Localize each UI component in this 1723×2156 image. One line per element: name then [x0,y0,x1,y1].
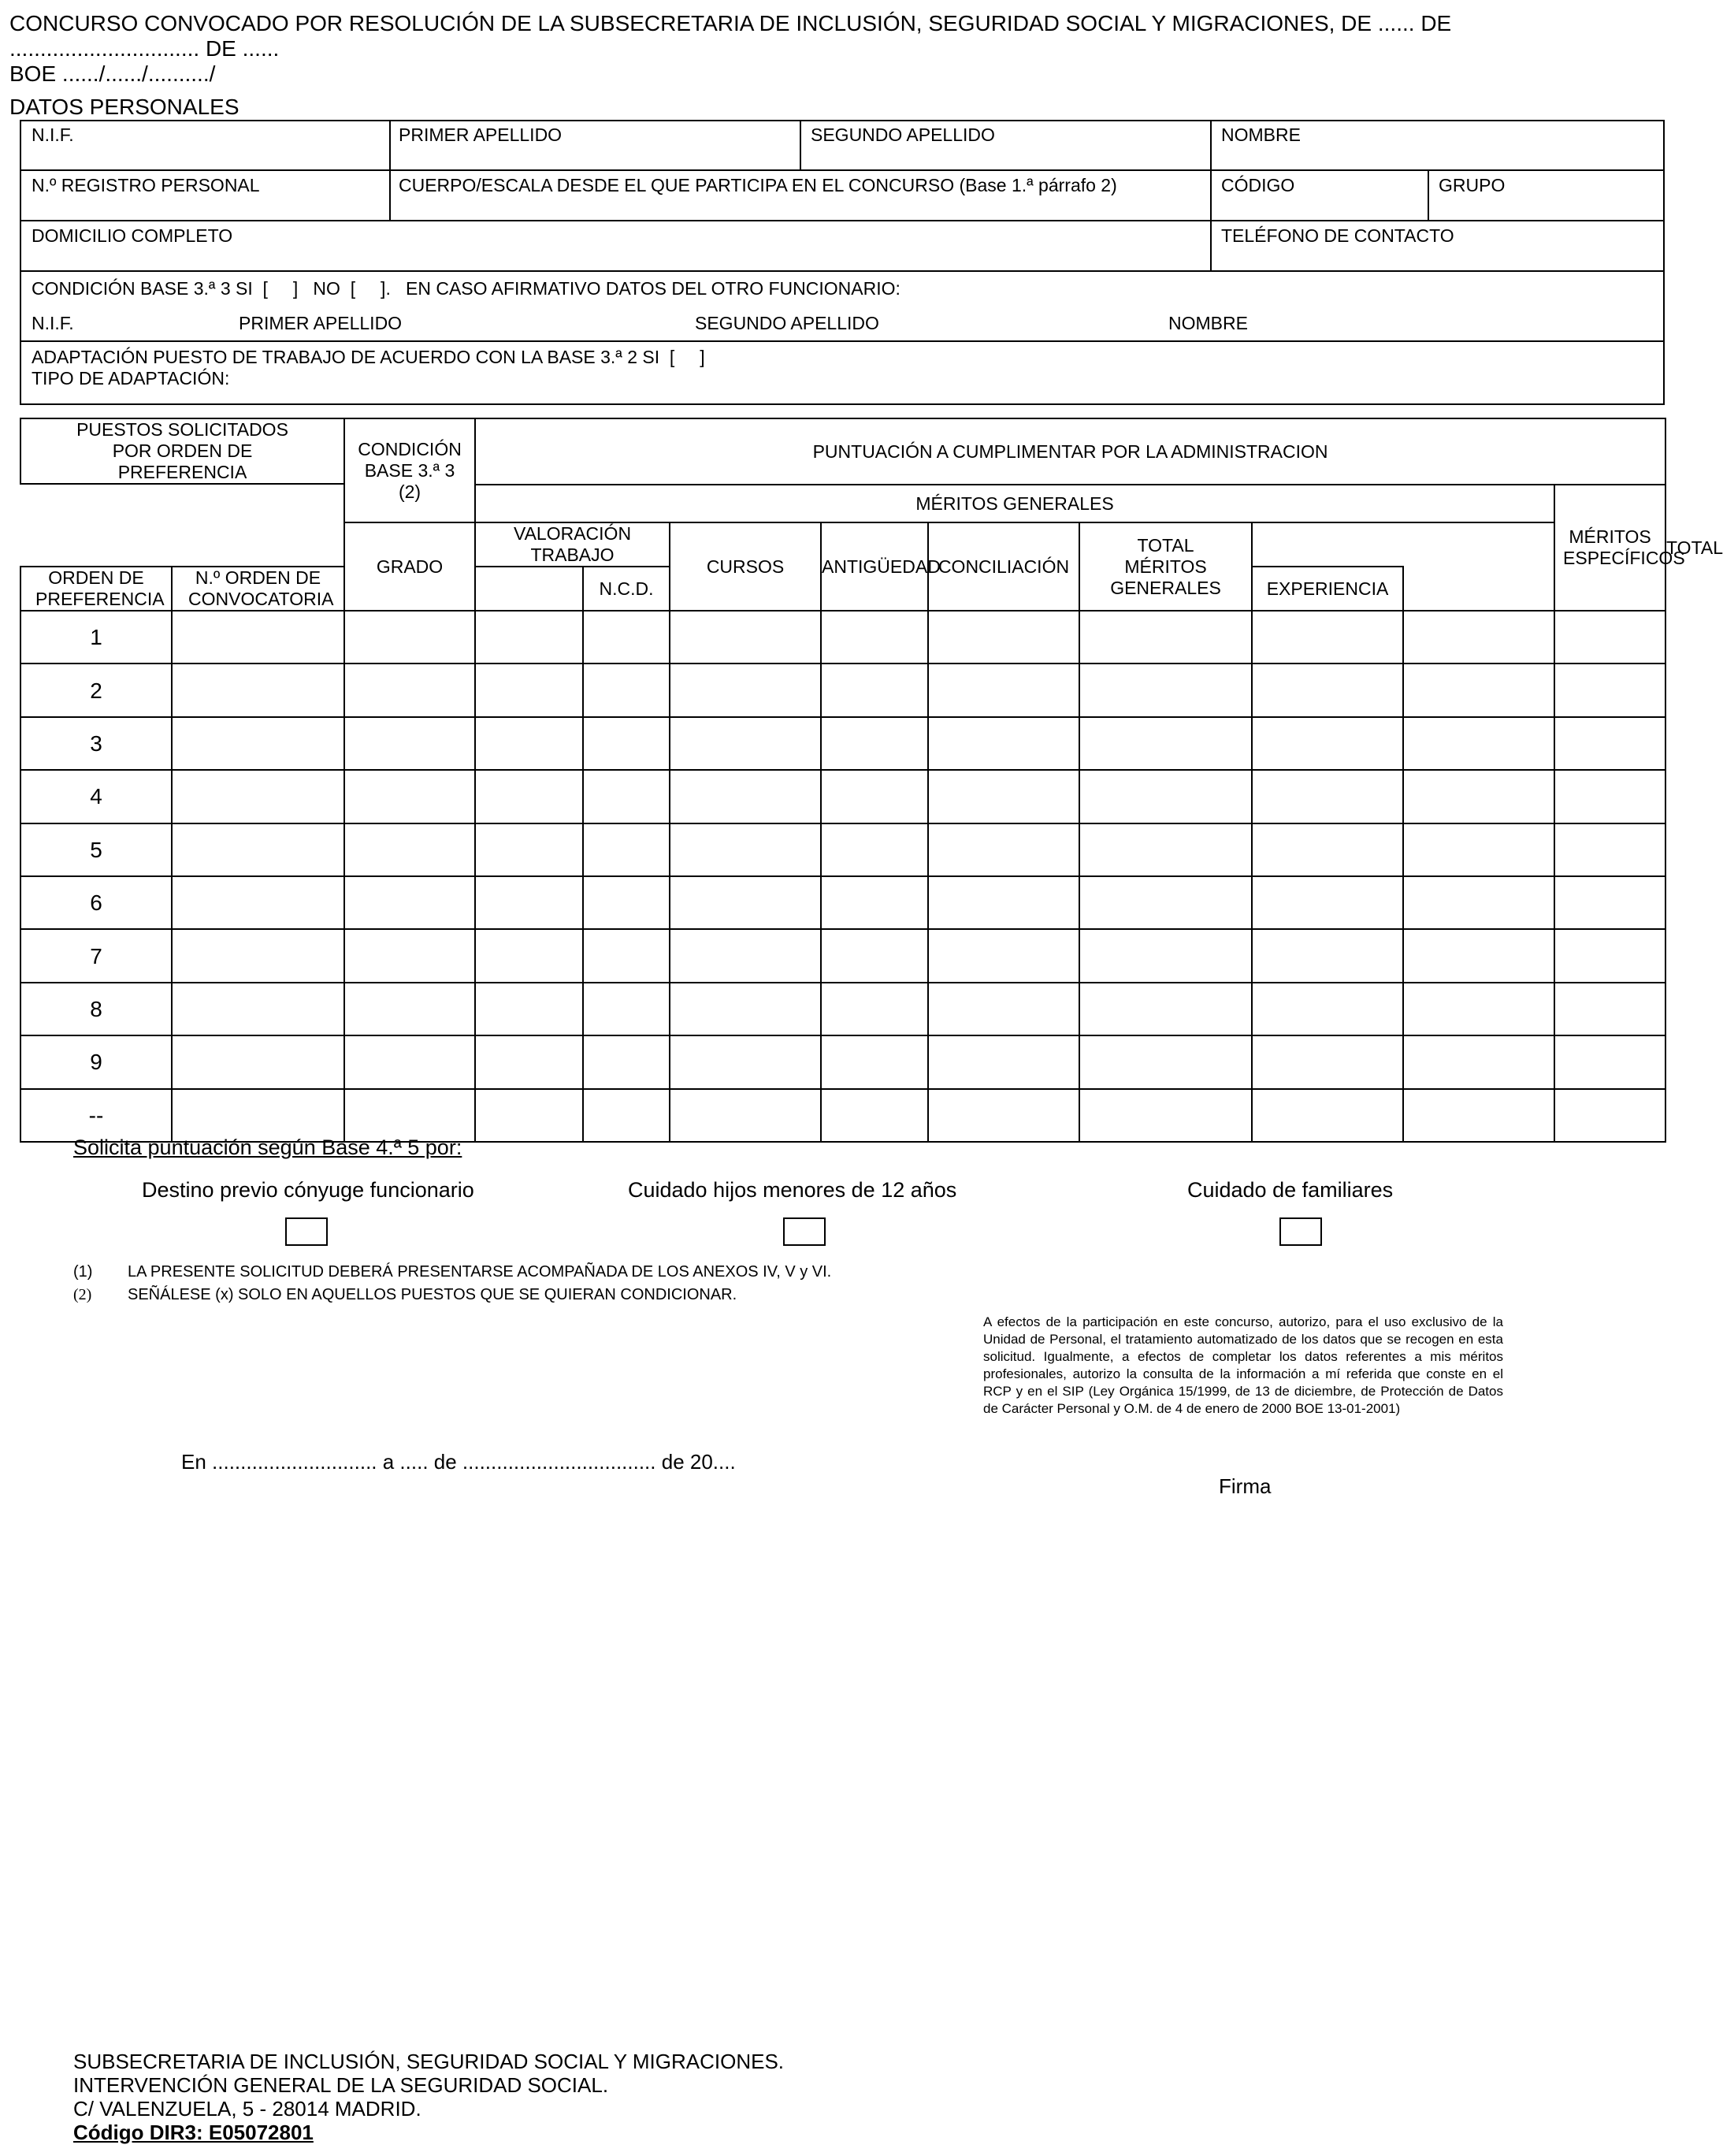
table-cell[interactable] [1079,664,1252,716]
tipo-adaptacion-field[interactable]: TIPO DE ADAPTACIÓN: [32,368,230,388]
table-cell[interactable] [172,823,344,876]
table-cell[interactable] [1079,611,1252,664]
table-cell[interactable] [821,770,928,823]
header-line-1: CONCURSO CONVOCADO POR RESOLUCIÓN DE LA SUBSECRETARIA DE INCLUSIÓN, SEGURIDAD SOCIAL Y MIGRACIONES, DE ...... DE ............................... DE ...... [9,11,1452,61]
table-cell[interactable] [172,876,344,929]
table-cell[interactable] [475,770,583,823]
table-cell[interactable] [583,876,670,929]
table-cell[interactable] [475,983,583,1035]
table-row [20,717,1665,770]
table-cell[interactable] [1554,929,1665,982]
table-cell[interactable] [1079,717,1252,770]
primer-apellido-field[interactable]: PRIMER APELLIDO [399,125,563,145]
table-cell[interactable] [172,770,344,823]
table-cell[interactable] [928,664,1079,716]
table-cell[interactable] [670,664,821,716]
header-title [9,11,1585,87]
especificos-header: MÉRITOS ESPECÍFICOS [1554,485,1665,611]
table-cell[interactable] [475,876,583,929]
table-cell[interactable] [583,770,670,823]
note-2-number: (2) [73,1286,92,1303]
puestos-table: PUESTOS SOLICITADOS POR ORDEN DE PREFERENCIA CONDICIÓN BASE 3.ª 3 (2) PUNTUACIÓN A CUMPLIMENTAR POR LA ADMINISTRACION MÉRITOS GENERALES MÉRITOS ESPECÍFICOS TOTAL GRADO VALORACIÓN TRABAJO CURSOS ANTIGÜEDAD CONCILIACIÓN TOTAL MÉRITOS GENERALES ORDEN DE PREFERENCIA N.º ORDEN DE CONVOCATORIA N.C.D. EXPERIENCIA 1 2 3 4 5 6 7 8 9 -- [20,418,1666,1143]
table-cell[interactable] [583,664,670,716]
table-cell[interactable] [821,823,928,876]
note-1: LA PRESENTE SOLICITUD DEBERÁ PRESENTARSE ACOMPAÑADA DE LOS ANEXOS IV, V y VI. [128,1263,832,1281]
table-row [20,664,1665,716]
table-cell[interactable] [475,664,583,716]
nif-field[interactable]: N.I.F. [32,125,74,145]
table-cell[interactable] [670,929,821,982]
table-cell[interactable] [928,611,1079,664]
table-cell[interactable] [475,1089,583,1142]
table-cell[interactable] [1079,823,1252,876]
table-cell[interactable] [1403,611,1554,664]
antiguedad-header: ANTIGÜEDAD [821,522,928,611]
total-meritos-header: TOTAL MÉRITOS GENERALES [1079,522,1252,611]
table-cell[interactable] [475,929,583,982]
table-cell[interactable] [1079,983,1252,1035]
table-cell[interactable] [1554,664,1665,716]
segundo-apellido-field[interactable]: SEGUNDO APELLIDO [811,125,995,145]
otro-nombre-field[interactable]: NOMBRE [1168,313,1248,333]
table-cell[interactable] [1554,1089,1665,1142]
table-cell[interactable] [821,929,928,982]
legal-text: A efectos de la participación en este concurso, autorizo, para el uso exclusivo de la Unidad de Personal, el tratamiento automatizado de los datos que se recogen en esta solicitud. Igualmente, a efectos de completar los datos referentes a mis méritos profesionales, autorizo la consulta de la información a mí referida que conste en el RCP y en el SIP (Ley Orgánica 15/1999, de 13 de diciembre, de Protección de Datos de Carácter Personal y O.M. de 4 de enero de 2000 BOE 13-01-2001) [983,1314,1503,1416]
table-cell[interactable] [1252,717,1403,770]
table-cell[interactable] [821,983,928,1035]
table-cell[interactable] [821,876,928,929]
opt-conyuge-checkbox[interactable] [285,1217,328,1246]
table-cell[interactable] [928,770,1079,823]
table-cell[interactable] [670,1089,821,1142]
table-cell[interactable] [1252,1035,1403,1088]
table-cell[interactable] [344,717,475,770]
solicita-title: Solicita puntuación según Base 4.ª 5 por: [73,1136,462,1159]
place-date[interactable]: En ............................. a ..... de .................................. de 20.... [181,1450,736,1474]
table-cell[interactable] [1252,983,1403,1035]
table-cell[interactable] [172,611,344,664]
table-cell[interactable] [583,1035,670,1088]
table-cell[interactable] [928,929,1079,982]
table-cell[interactable] [1554,823,1665,876]
note-1-number: (1) [73,1263,93,1281]
table-cell[interactable] [344,929,475,982]
valoracion-header: VALORACIÓN TRABAJO [475,522,670,567]
table-cell[interactable] [1403,664,1554,716]
row-number: 7 [20,929,172,982]
table-cell[interactable] [1554,717,1665,770]
table-cell[interactable] [1079,929,1252,982]
nombre-field[interactable]: NOMBRE [1221,125,1301,145]
ncd-header: N.C.D. [583,567,670,611]
row-number: 5 [20,823,172,876]
condicion-header: CONDICIÓN BASE 3.ª 3 (2) [344,418,475,522]
domicilio-field[interactable]: DOMICILIO COMPLETO [32,225,233,246]
registro-field[interactable]: N.º REGISTRO PERSONAL [32,175,260,195]
footer-line-2: INTERVENCIÓN GENERAL DE LA SEGURIDAD SOCIAL. [73,2073,609,2097]
table-cell[interactable] [344,1089,475,1142]
meritos-generales-header: MÉRITOS GENERALES [475,485,1554,522]
header-line-2: BOE ....../....../........../ [9,61,216,86]
table-cell[interactable] [475,823,583,876]
table-cell[interactable] [1079,1035,1252,1088]
table-cell[interactable] [1554,770,1665,823]
personal-data-title: DATOS PERSONALES [9,95,240,119]
n-orden-header: N.º ORDEN DE CONVOCATORIA [172,567,344,611]
table-cell[interactable] [344,983,475,1035]
table-cell[interactable] [670,717,821,770]
table-cell[interactable] [1252,876,1403,929]
table-cell[interactable] [1403,717,1554,770]
table-cell[interactable] [670,770,821,823]
table-cell[interactable] [670,1035,821,1088]
table-cell[interactable] [344,611,475,664]
table-cell[interactable] [821,664,928,716]
table-cell[interactable] [583,929,670,982]
table-cell[interactable] [475,611,583,664]
table-cell[interactable] [583,1089,670,1142]
table-cell[interactable] [583,717,670,770]
table-cell[interactable] [344,823,475,876]
conciliacion-header: CONCILIACIÓN [928,522,1079,611]
table-cell[interactable] [172,1089,344,1142]
table-row [20,876,1665,929]
note-2: SEÑÁLESE (x) SOLO EN AQUELLOS PUESTOS QUE SE QUIERAN CONDICIONAR. [128,1286,737,1303]
table-cell[interactable] [928,1089,1079,1142]
table-cell[interactable] [928,717,1079,770]
table-cell[interactable] [928,1035,1079,1088]
table-cell[interactable] [670,983,821,1035]
table-cell[interactable] [670,876,821,929]
table-cell[interactable] [1554,1035,1665,1088]
table-cell[interactable] [821,1035,928,1088]
table-cell[interactable] [1403,770,1554,823]
opt-hijos-label: Cuidado hijos menores de 12 años [628,1178,957,1202]
table-cell[interactable] [1079,770,1252,823]
grado-header: GRADO [344,522,475,611]
table-cell[interactable] [1252,1089,1403,1142]
table-row [20,983,1665,1035]
table-cell[interactable] [670,611,821,664]
table-cell[interactable] [821,1089,928,1142]
codigo-field[interactable]: CÓDIGO [1221,175,1295,195]
cursos-header: CURSOS [670,522,821,611]
row-number: 4 [20,770,172,823]
table-row [20,611,1665,664]
footer-line-3: C/ VALENZUELA, 5 - 28014 MADRID. [73,2097,421,2121]
grupo-field[interactable]: GRUPO [1439,175,1506,195]
table-cell[interactable] [1079,876,1252,929]
table-cell[interactable] [928,823,1079,876]
table-cell[interactable] [1252,823,1403,876]
table-row [20,823,1665,876]
otro-primer-apellido-field[interactable]: PRIMER APELLIDO [239,313,403,333]
table-cell[interactable] [821,717,928,770]
table-cell[interactable] [172,664,344,716]
table-cell[interactable] [1554,611,1665,664]
table-cell[interactable] [1252,664,1403,716]
row-number: 1 [20,611,172,664]
table-cell[interactable] [344,664,475,716]
experiencia-header: EXPERIENCIA [1252,567,1403,611]
row-number: 8 [20,983,172,1035]
table-cell[interactable] [1252,611,1403,664]
row-number: 2 [20,664,172,716]
table-cell[interactable] [1252,770,1403,823]
table-cell[interactable] [928,876,1079,929]
puntuacion-header: PUNTUACIÓN A CUMPLIMENTAR POR LA ADMINISTRACION [475,418,1665,485]
table-cell[interactable] [1403,1035,1554,1088]
firma-label: Firma [1219,1474,1272,1498]
opt-conyuge-label: Destino previo cónyuge funcionario [142,1178,474,1202]
table-cell[interactable] [475,717,583,770]
table-cell[interactable] [344,770,475,823]
adaptacion-field[interactable]: ADAPTACIÓN PUESTO DE TRABAJO DE ACUERDO CON LA BASE 3.ª 2 SI [ ] [32,347,705,367]
table-cell[interactable] [344,1035,475,1088]
table-row [20,1089,1665,1142]
table-cell[interactable] [475,1035,583,1088]
table-cell[interactable] [583,823,670,876]
table-row [20,1035,1665,1088]
otro-segundo-apellido-field[interactable]: SEGUNDO APELLIDO [695,313,879,333]
row-number: -- [20,1089,172,1142]
telefono-field[interactable]: TELÉFONO DE CONTACTO [1221,225,1454,246]
opt-hijos-checkbox[interactable] [783,1217,826,1246]
row-number: 3 [20,717,172,770]
table-cell[interactable] [1252,929,1403,982]
opt-familiares-label: Cuidado de familiares [1187,1178,1394,1202]
orden-header: ORDEN DE PREFERENCIA [20,567,172,611]
row-number: 6 [20,876,172,929]
table-cell[interactable] [172,983,344,1035]
table-cell[interactable] [172,929,344,982]
table-cell[interactable] [1403,823,1554,876]
table-cell[interactable] [1403,929,1554,982]
table-cell[interactable] [1403,983,1554,1035]
table-cell[interactable] [583,983,670,1035]
table-cell[interactable] [1554,876,1665,929]
table-row [20,929,1665,982]
otro-nif-field[interactable]: N.I.F. [32,313,74,333]
table-cell[interactable] [344,876,475,929]
puestos-header: PUESTOS SOLICITADOS POR ORDEN DE PREFERENCIA [20,418,344,484]
table-cell[interactable] [1554,983,1665,1035]
row-number: 9 [20,1035,172,1088]
table-cell[interactable] [172,1035,344,1088]
table-cell[interactable] [1403,876,1554,929]
condicion-field[interactable]: CONDICIÓN BASE 3.ª 3 SI [ ] NO [ ]. EN CASO AFIRMATIVO DATOS DEL OTRO FUNCIONARIO: [32,278,900,299]
footer-line-1: SUBSECRETARIA DE INCLUSIÓN, SEGURIDAD SOCIAL Y MIGRACIONES. [73,2050,785,2073]
table-cell[interactable] [821,611,928,664]
table-cell[interactable] [172,717,344,770]
table-cell[interactable] [928,983,1079,1035]
footer-dir3: Código DIR3: E05072801 [73,2121,314,2144]
table-cell[interactable] [1403,1089,1554,1142]
table-cell[interactable] [583,611,670,664]
cuerpo-field[interactable]: CUERPO/ESCALA DESDE EL QUE PARTICIPA EN EL CONCURSO (Base 1.ª párrafo 2) [399,175,1117,195]
table-cell[interactable] [1079,1089,1252,1142]
table-row [20,770,1665,823]
table-cell[interactable] [670,823,821,876]
opt-familiares-checkbox[interactable] [1279,1217,1322,1246]
